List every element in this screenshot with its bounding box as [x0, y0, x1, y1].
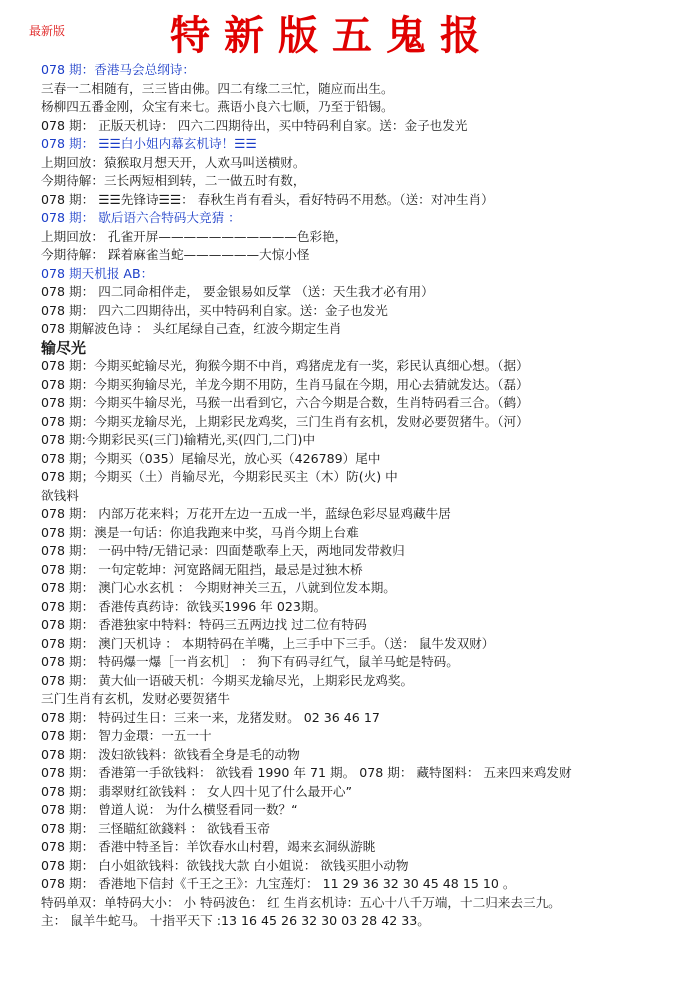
text-line: 078 期天机报 AB：: [41, 265, 154, 281]
text-line: 特码单双：单特码大小： 小 特码波色： 红 生肖玄机诗：五心十八千万端，十二归来去三九。: [41, 894, 561, 910]
text-line: 今期待解： 踩着麻雀当蛇——————大惊小怪: [41, 247, 310, 262]
text-line: 078 期： 香港传真药诗：欲钱买1996 年 023期。: [41, 598, 327, 614]
article-body: [41, 61, 686, 931]
text-line: 078 期： 澳门天机诗 ： 本期特码在羊嘴，上三手中下三手。（送： 鼠牛发双财）: [41, 635, 495, 651]
text-line: 欲钱料: [41, 487, 79, 503]
text-line: 078 期： 曾道人说： 为什么横竖看同一数？“: [41, 802, 298, 817]
text-line: 078 期： ☰☰白小姐内幕玄机诗！☰☰: [41, 136, 257, 151]
text-line: 078 期： 翡翠财红欲钱料 ： 女人四十见了什么最开心”: [41, 783, 353, 799]
text-line: 今期待解：三长两短相到转，二一做五时有数，: [41, 173, 306, 188]
text-line: 078 期： 一句定乾坤：河宽路阔无阻挡，最忌是过独木桥: [41, 561, 363, 577]
text-line: 078 期： 三怪瞄紅欲錢料 ： 欲钱看玉帝: [41, 820, 270, 836]
text-line: 078 期： 黄大仙一语破天机：今期买龙输尽光，上期彩民龙鸡奖。: [41, 672, 414, 688]
text-line: 078 期： 香港中特圣旨：羊饮春水山村碧，竭来玄洞纵游眺: [41, 839, 376, 854]
text-line: 078 期： 一码中特/无错记录：四面楚歌奉上天，两地同发带救归: [41, 543, 405, 558]
text-line: 078 期： ☰☰先锋诗☰☰： 春秋生肖有看头，看好特码不用愁。（送：对冲生肖）: [41, 191, 494, 207]
text-line: 078 期： 智力金環：一五一十: [41, 728, 212, 743]
text-line: 078 期解波色诗 ： 头红尾绿自己查，红波今期定生肖: [41, 321, 342, 336]
text-line: 078 期： 白小姐欲钱料：欲钱找大款 白小姐说： 欲钱买胆小动物: [41, 857, 409, 873]
text-line: 三门生肖有玄机，发财必要贺猪牛: [41, 691, 230, 706]
text-line: 上期回放：猿猴取月想天开，人欢马叫送横财。: [41, 154, 306, 170]
text-line: 078 期：今期买龙输尽光，上期彩民龙鸡奖，三门生肖有玄机，发财必要贺猪牛。（河）: [41, 413, 529, 429]
text-line: 上期回放： 孔雀开屏———————————色彩艳，: [41, 228, 348, 244]
text-line: 078 期： 泼妇欲钱料：欲钱看全身是毛的动物: [41, 746, 300, 762]
text-line: 078 期： 香港第一手欲钱料： 欲钱看 1990 年 71 期。 078 期： 藏特图料： 五来四来鸡发财: [41, 765, 572, 780]
text-line: 078 期：今期买蛇输尽光，狗猴今期不中肖，鸡猪虎龙有一奖，彩民认真细心想。（据）: [41, 358, 529, 373]
text-line: 078 期：澳是一句话：你追我跑来中奖，马肖今期上台难: [41, 524, 359, 540]
text-line: 078 期：香港马会总纲诗：: [41, 62, 195, 77]
text-line: 078 期： 四六二四期待出，买中特码利自家。送：金子也发光: [41, 302, 388, 318]
text-line: 078 期： 内部万花来料；万花开左边一五成一半，蓝绿色彩尽显鸡藏牛居: [41, 506, 451, 521]
text-line: 078 期： 特码过生日：三来一来，龙猪发财。 02 36 46 17: [41, 709, 380, 725]
text-line: 输尽光: [41, 338, 87, 357]
text-line: 078 期:今期彩民买(三门)输精光,买(四门,二门)中: [41, 432, 316, 447]
text-line: 078 期： 歇后语六合特码大竞猜 ：: [41, 210, 241, 225]
text-line: 078 期：今期买牛输尽光，马猴一出看到它，六合今期是合数，生肖特码看三合。（鹤）: [41, 395, 529, 410]
text-line: 078 期；今期买（035）尾输尽光，放心买（426789）尾中: [41, 450, 381, 466]
text-line: 078 期： 四二同命相伴走， 要金银易如反掌 （送：天生我才必有用）: [41, 284, 434, 299]
text-line: 078 期： 正版天机诗： 四六二四期待出，买中特码利自家。送：金子也发光: [41, 117, 468, 133]
text-line: 三春一二相随有，三三皆由佛。四二有缘二三忙，随应而出生。: [41, 80, 394, 96]
text-line: 078 期： 特码爆一爆［一肖玄机］ ： 狗下有码寻红气，鼠羊马蛇是特码。: [41, 654, 459, 669]
latest-version-badge: 最新版: [29, 24, 66, 38]
text-line: 078 期： 香港地下信封《千王之王》：九宝莲灯： 11 29 36 32 30 45 48 15 10 。: [41, 876, 516, 891]
text-line: 078 期；今期买（土）肖输尽光，今期彩民买主（木）防(火) 中: [41, 469, 398, 484]
page-title: 特新版五鬼报: [170, 12, 494, 59]
text-line: 078 期：今期买狗输尽光，羊龙今期不用防，生肖马鼠在今期，用心去猜就发达。（磊）: [41, 376, 529, 392]
text-line: 主： 鼠羊牛蛇马。 十指平天下 :13 16 45 26 32 30 03 28 42 33。: [41, 913, 430, 928]
text-line: 078 期： 香港独家中特料：特码三五两边找 过二位有特码: [41, 617, 367, 632]
text-line: 078 期： 澳门心水玄机 ： 今期财神关三五，八就到位发本期。: [41, 580, 396, 595]
text-line: 杨柳四五番金刚，众宝有来七。燕语小良六七顺，乃至于铅锡。: [41, 99, 394, 114]
